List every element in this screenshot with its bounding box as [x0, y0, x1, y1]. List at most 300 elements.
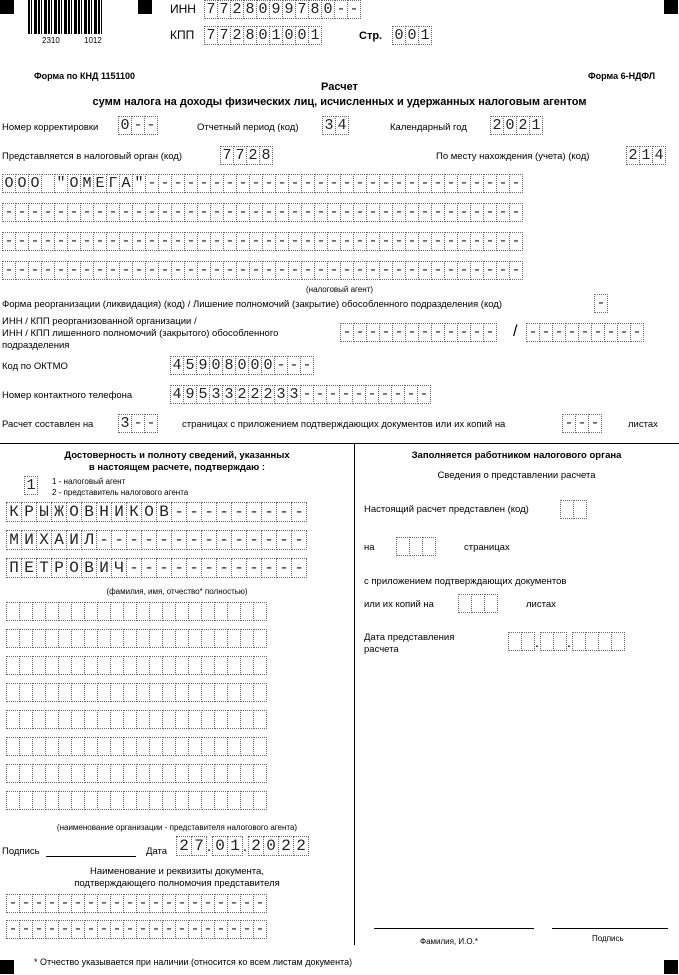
empty-cell[interactable]	[188, 656, 202, 675]
char-cell[interactable]: -	[249, 174, 263, 193]
char-cell[interactable]: "	[132, 174, 146, 193]
char-cell[interactable]: -	[276, 530, 292, 550]
empty-cell[interactable]	[19, 683, 33, 702]
empty-cell[interactable]	[32, 737, 46, 756]
char-cell[interactable]: -	[201, 502, 217, 522]
char-cell[interactable]: -	[365, 385, 379, 404]
char-cell[interactable]: 3	[322, 116, 336, 135]
empty-cell[interactable]	[573, 500, 587, 519]
char-cell[interactable]: Л	[81, 530, 97, 550]
org-row[interactable]	[6, 737, 266, 756]
char-cell[interactable]: 0	[282, 26, 296, 45]
empty-cell[interactable]	[97, 656, 111, 675]
char-cell[interactable]: -	[261, 558, 277, 578]
char-cell[interactable]: -	[223, 174, 237, 193]
empty-cell[interactable]	[110, 764, 124, 783]
char-cell[interactable]: -	[288, 203, 302, 222]
char-cell[interactable]: -	[405, 323, 419, 342]
empty-cell[interactable]	[45, 791, 59, 810]
char-cell[interactable]: 0	[256, 26, 270, 45]
char-cell[interactable]: 8	[222, 356, 236, 375]
empty-cell[interactable]	[110, 656, 124, 675]
char-cell[interactable]: -	[19, 920, 33, 939]
empty-cell[interactable]	[253, 629, 267, 648]
char-cell[interactable]: -	[392, 203, 406, 222]
tax-agent-row[interactable]	[2, 203, 522, 222]
char-cell[interactable]: -	[123, 920, 137, 939]
submitted-code-cells[interactable]	[560, 500, 586, 519]
empty-cell[interactable]	[19, 710, 33, 729]
char-cell[interactable]: -	[201, 894, 215, 913]
tax-agent-row[interactable]	[2, 261, 522, 280]
char-cell[interactable]: -	[126, 558, 142, 578]
char-cell[interactable]: -	[288, 232, 302, 251]
char-cell[interactable]: -	[6, 920, 20, 939]
empty-cell[interactable]	[162, 764, 176, 783]
empty-cell[interactable]	[58, 764, 72, 783]
empty-cell[interactable]	[58, 791, 72, 810]
char-cell[interactable]: К	[126, 502, 142, 522]
char-cell[interactable]: М	[6, 530, 22, 550]
char-cell[interactable]: -	[392, 232, 406, 251]
char-cell[interactable]: -	[314, 232, 328, 251]
char-cell[interactable]: 9	[269, 0, 283, 19]
char-cell[interactable]: -	[132, 261, 146, 280]
char-cell[interactable]: Е	[21, 558, 37, 578]
char-cell[interactable]: -	[353, 174, 367, 193]
empty-cell[interactable]	[253, 737, 267, 756]
period-cells[interactable]	[322, 116, 348, 135]
char-cell[interactable]: -	[111, 530, 127, 550]
char-cell[interactable]: -	[197, 232, 211, 251]
empty-cell[interactable]	[214, 656, 228, 675]
empty-cell[interactable]	[227, 683, 241, 702]
char-cell[interactable]: -	[119, 261, 133, 280]
empty-cell[interactable]	[188, 629, 202, 648]
char-cell[interactable]: -	[214, 920, 228, 939]
char-cell[interactable]: 2	[230, 26, 244, 45]
char-cell[interactable]: -	[314, 261, 328, 280]
empty-cell[interactable]	[58, 602, 72, 621]
char-cell[interactable]: -	[405, 232, 419, 251]
empty-cell[interactable]	[240, 656, 254, 675]
char-cell[interactable]: -	[470, 174, 484, 193]
empty-cell[interactable]	[149, 737, 163, 756]
tax-agent-row[interactable]	[2, 232, 522, 251]
char-cell[interactable]: -	[171, 530, 187, 550]
empty-cell[interactable]	[45, 764, 59, 783]
empty-cell[interactable]	[175, 629, 189, 648]
char-cell[interactable]: -	[509, 232, 523, 251]
empty-cell[interactable]	[175, 710, 189, 729]
char-cell[interactable]: -	[201, 558, 217, 578]
char-cell[interactable]: -	[84, 894, 98, 913]
year-cells[interactable]	[490, 116, 542, 135]
empty-cell[interactable]	[521, 632, 535, 651]
char-cell[interactable]: -	[236, 203, 250, 222]
empty-cell[interactable]	[123, 602, 137, 621]
char-cell[interactable]: -	[93, 203, 107, 222]
char-cell[interactable]: -	[253, 894, 267, 913]
char-cell[interactable]: -	[197, 261, 211, 280]
empty-cell[interactable]	[214, 791, 228, 810]
char-cell[interactable]: -	[314, 174, 328, 193]
char-cell[interactable]: И	[111, 502, 127, 522]
char-cell[interactable]: 9	[282, 0, 296, 19]
char-cell[interactable]: 1	[529, 116, 543, 135]
char-cell[interactable]: -	[171, 174, 185, 193]
char-cell[interactable]: 0	[503, 116, 517, 135]
signer-type-cell[interactable]	[24, 476, 37, 495]
empty-cell[interactable]	[123, 764, 137, 783]
empty-cell[interactable]	[149, 710, 163, 729]
empty-cell[interactable]	[162, 656, 176, 675]
char-cell[interactable]: 0	[209, 356, 223, 375]
char-cell[interactable]: 4	[335, 116, 349, 135]
char-cell[interactable]: -	[249, 232, 263, 251]
char-cell[interactable]: -	[106, 261, 120, 280]
oktmo-cells[interactable]	[170, 356, 313, 375]
char-cell[interactable]: -	[171, 502, 187, 522]
empty-cell[interactable]	[175, 791, 189, 810]
char-cell[interactable]: -	[216, 502, 232, 522]
empty-cell[interactable]	[560, 500, 574, 519]
empty-cell[interactable]	[188, 683, 202, 702]
char-cell[interactable]: -	[231, 530, 247, 550]
char-cell[interactable]: -	[96, 530, 112, 550]
char-cell[interactable]: -	[223, 232, 237, 251]
empty-cell[interactable]	[84, 791, 98, 810]
char-cell[interactable]: -	[210, 203, 224, 222]
empty-cell[interactable]	[45, 683, 59, 702]
submit-date-cells[interactable]	[508, 632, 624, 654]
char-cell[interactable]: -	[6, 894, 20, 913]
char-cell[interactable]: 9	[183, 385, 197, 404]
empty-cell[interactable]	[123, 710, 137, 729]
char-cell[interactable]: -	[141, 530, 157, 550]
char-cell[interactable]: -	[28, 232, 42, 251]
char-cell[interactable]: -	[379, 232, 393, 251]
empty-cell[interactable]	[162, 629, 176, 648]
char-cell[interactable]: -	[353, 261, 367, 280]
empty-cell[interactable]	[71, 656, 85, 675]
char-cell[interactable]: -	[526, 323, 540, 342]
date-cells[interactable]	[176, 836, 308, 858]
char-cell[interactable]: -	[392, 261, 406, 280]
char-cell[interactable]: -	[210, 174, 224, 193]
char-cell[interactable]: -	[340, 174, 354, 193]
char-cell[interactable]: -	[158, 261, 172, 280]
char-cell[interactable]: -	[366, 203, 380, 222]
char-cell[interactable]: -	[119, 203, 133, 222]
char-cell[interactable]: -	[287, 356, 301, 375]
empty-cell[interactable]	[253, 656, 267, 675]
char-cell[interactable]: -	[106, 203, 120, 222]
empty-cell[interactable]	[19, 764, 33, 783]
char-cell[interactable]: -	[240, 894, 254, 913]
empty-cell[interactable]	[175, 764, 189, 783]
char-cell[interactable]: Т	[36, 558, 52, 578]
empty-cell[interactable]	[6, 683, 20, 702]
char-cell[interactable]: -	[54, 261, 68, 280]
empty-cell[interactable]	[84, 602, 98, 621]
char-cell[interactable]: -	[418, 203, 432, 222]
char-cell[interactable]: -	[366, 323, 380, 342]
empty-cell[interactable]	[6, 737, 20, 756]
empty-cell[interactable]	[58, 683, 72, 702]
char-cell[interactable]: -	[274, 356, 288, 375]
char-cell[interactable]: О	[66, 558, 82, 578]
empty-cell[interactable]	[227, 629, 241, 648]
empty-cell[interactable]	[175, 683, 189, 702]
char-cell[interactable]: -	[327, 261, 341, 280]
char-cell[interactable]: -	[431, 174, 445, 193]
empty-cell[interactable]	[396, 537, 410, 556]
char-cell[interactable]: 3	[287, 385, 301, 404]
char-cell[interactable]: -	[483, 203, 497, 222]
char-cell[interactable]: -	[509, 261, 523, 280]
empty-cell[interactable]	[458, 594, 472, 613]
org-row[interactable]	[6, 791, 266, 810]
char-cell[interactable]: -	[444, 174, 458, 193]
empty-cell[interactable]	[240, 629, 254, 648]
char-cell[interactable]: -	[431, 203, 445, 222]
char-cell[interactable]: Ж	[51, 502, 67, 522]
char-cell[interactable]: -	[379, 261, 393, 280]
empty-cell[interactable]	[214, 683, 228, 702]
char-cell[interactable]: В	[156, 502, 172, 522]
char-cell[interactable]: -	[405, 261, 419, 280]
empty-cell[interactable]	[97, 791, 111, 810]
char-cell[interactable]: -	[158, 174, 172, 193]
empty-cell[interactable]	[149, 629, 163, 648]
empty-cell[interactable]	[71, 629, 85, 648]
char-cell[interactable]: -	[496, 203, 510, 222]
char-cell[interactable]: 0	[248, 356, 262, 375]
char-cell[interactable]: -	[275, 203, 289, 222]
char-cell[interactable]: 2	[230, 0, 244, 19]
empty-cell[interactable]	[84, 737, 98, 756]
char-cell[interactable]: -	[240, 920, 254, 939]
char-cell[interactable]: -	[288, 174, 302, 193]
empty-cell[interactable]	[227, 791, 241, 810]
empty-cell[interactable]	[422, 537, 436, 556]
empty-cell[interactable]	[45, 629, 59, 648]
char-cell[interactable]: -	[145, 174, 159, 193]
char-cell[interactable]: -	[496, 261, 510, 280]
char-cell[interactable]: 7	[204, 0, 218, 19]
char-cell[interactable]: 1	[308, 26, 322, 45]
char-cell[interactable]: 0	[212, 836, 228, 856]
char-cell[interactable]: -	[496, 174, 510, 193]
char-cell[interactable]: -	[470, 323, 484, 342]
char-cell[interactable]: 1	[418, 26, 432, 45]
char-cell[interactable]: -	[171, 203, 185, 222]
char-cell[interactable]: 7	[217, 0, 231, 19]
char-cell[interactable]: -	[32, 920, 46, 939]
empty-cell[interactable]	[19, 656, 33, 675]
char-cell[interactable]: -	[41, 261, 55, 280]
char-cell[interactable]: 7	[191, 836, 207, 856]
char-cell[interactable]: -	[327, 174, 341, 193]
char-cell[interactable]: -	[340, 261, 354, 280]
org-row[interactable]	[6, 764, 266, 783]
char-cell[interactable]: -	[340, 232, 354, 251]
char-cell[interactable]: -	[275, 261, 289, 280]
empty-cell[interactable]	[598, 632, 612, 651]
empty-cell[interactable]	[110, 683, 124, 702]
empty-cell[interactable]	[188, 602, 202, 621]
empty-cell[interactable]	[123, 656, 137, 675]
char-cell[interactable]: -	[262, 174, 276, 193]
char-cell[interactable]: -	[301, 261, 315, 280]
char-cell[interactable]: -	[216, 558, 232, 578]
char-cell[interactable]: 7	[204, 26, 218, 45]
char-cell[interactable]: -	[236, 174, 250, 193]
char-cell[interactable]: -	[67, 203, 81, 222]
char-cell[interactable]: -	[110, 894, 124, 913]
char-cell[interactable]: 0	[405, 26, 419, 45]
char-cell[interactable]: 2	[235, 385, 249, 404]
char-cell[interactable]: 8	[259, 146, 273, 165]
empty-cell[interactable]	[123, 737, 137, 756]
char-cell[interactable]: -	[106, 232, 120, 251]
tax-agent-row[interactable]	[2, 174, 522, 193]
empty-cell[interactable]	[214, 629, 228, 648]
char-cell[interactable]: -	[470, 232, 484, 251]
char-cell[interactable]: -	[391, 385, 405, 404]
char-cell[interactable]: 1	[269, 26, 283, 45]
empty-cell[interactable]	[175, 737, 189, 756]
char-cell[interactable]: К	[6, 502, 22, 522]
char-cell[interactable]: -	[470, 203, 484, 222]
char-cell[interactable]: -	[223, 203, 237, 222]
char-cell[interactable]: -	[444, 203, 458, 222]
char-cell[interactable]: -	[339, 385, 353, 404]
char-cell[interactable]: О	[28, 174, 42, 193]
reorg-cells[interactable]	[594, 294, 607, 313]
char-cell[interactable]: -	[67, 261, 81, 280]
char-cell[interactable]: -	[444, 232, 458, 251]
char-cell[interactable]: -	[58, 920, 72, 939]
empty-cell[interactable]	[611, 632, 625, 651]
empty-cell[interactable]	[214, 737, 228, 756]
signer-name-row[interactable]	[6, 502, 306, 522]
empty-cell[interactable]	[201, 602, 215, 621]
char-cell[interactable]: 3	[209, 385, 223, 404]
char-cell[interactable]: -	[262, 232, 276, 251]
empty-cell[interactable]	[110, 602, 124, 621]
char-cell[interactable]: 0	[295, 26, 309, 45]
char-cell[interactable]: -	[184, 261, 198, 280]
char-cell[interactable]: -	[417, 385, 431, 404]
char-cell[interactable]: 3	[274, 385, 288, 404]
empty-cell[interactable]	[123, 629, 137, 648]
char-cell[interactable]: -	[261, 530, 277, 550]
char-cell[interactable]: -	[327, 232, 341, 251]
empty-cell[interactable]	[484, 594, 498, 613]
empty-cell[interactable]	[240, 710, 254, 729]
char-cell[interactable]: -	[300, 356, 314, 375]
char-cell[interactable]: -	[457, 232, 471, 251]
char-cell[interactable]: 7	[220, 146, 234, 165]
empty-cell[interactable]	[136, 791, 150, 810]
empty-cell[interactable]	[201, 737, 215, 756]
char-cell[interactable]: 2	[278, 836, 294, 856]
char-cell[interactable]: -	[253, 920, 267, 939]
char-cell[interactable]: -	[347, 0, 361, 19]
char-cell[interactable]: М	[80, 174, 94, 193]
char-cell[interactable]: 2	[261, 385, 275, 404]
char-cell[interactable]: -	[340, 203, 354, 222]
char-cell[interactable]: В	[81, 502, 97, 522]
char-cell[interactable]: -	[276, 502, 292, 522]
char-cell[interactable]: -	[45, 920, 59, 939]
empty-cell[interactable]	[201, 683, 215, 702]
char-cell[interactable]: -	[457, 174, 471, 193]
char-cell[interactable]: -	[366, 232, 380, 251]
char-cell[interactable]: 2	[626, 146, 640, 165]
right-signature-line[interactable]	[552, 928, 668, 929]
empty-cell[interactable]	[110, 737, 124, 756]
char-cell[interactable]: -	[418, 232, 432, 251]
char-cell[interactable]: 0	[235, 356, 249, 375]
empty-cell[interactable]	[84, 764, 98, 783]
char-cell[interactable]: -	[149, 894, 163, 913]
char-cell[interactable]: 3	[118, 414, 132, 433]
char-cell[interactable]: -	[588, 414, 602, 433]
char-cell[interactable]: А	[119, 174, 133, 193]
char-cell[interactable]: Ы	[36, 502, 52, 522]
char-cell[interactable]: -	[301, 232, 315, 251]
empty-cell[interactable]	[84, 683, 98, 702]
empty-cell[interactable]	[6, 629, 20, 648]
empty-cell[interactable]	[508, 632, 522, 651]
char-cell[interactable]: -	[97, 920, 111, 939]
empty-cell[interactable]	[253, 710, 267, 729]
empty-cell[interactable]	[227, 764, 241, 783]
right-pages-cells[interactable]	[396, 537, 435, 556]
empty-cell[interactable]	[253, 683, 267, 702]
empty-cell[interactable]	[58, 656, 72, 675]
sheets-cells[interactable]	[562, 414, 601, 433]
empty-cell[interactable]	[58, 710, 72, 729]
char-cell[interactable]: -	[457, 203, 471, 222]
char-cell[interactable]: О	[2, 174, 16, 193]
char-cell[interactable]: -	[45, 894, 59, 913]
char-cell[interactable]: -	[378, 385, 392, 404]
char-cell[interactable]: -	[340, 323, 354, 342]
char-cell[interactable]: -	[326, 385, 340, 404]
char-cell[interactable]: -	[171, 232, 185, 251]
org-row[interactable]	[6, 656, 266, 675]
empty-cell[interactable]	[162, 602, 176, 621]
char-cell[interactable]: -	[418, 174, 432, 193]
char-cell[interactable]: -	[431, 323, 445, 342]
empty-cell[interactable]	[201, 629, 215, 648]
char-cell[interactable]: 0	[392, 26, 406, 45]
char-cell[interactable]: -	[630, 323, 644, 342]
char-cell[interactable]: -	[594, 294, 608, 313]
empty-cell[interactable]	[149, 791, 163, 810]
char-cell[interactable]: 2	[490, 116, 504, 135]
reorg-kpp-cells[interactable]	[526, 323, 643, 342]
char-cell[interactable]: -	[136, 894, 150, 913]
char-cell[interactable]: 1	[24, 476, 38, 495]
empty-cell[interactable]	[214, 764, 228, 783]
char-cell[interactable]: -	[119, 232, 133, 251]
char-cell[interactable]: И	[66, 530, 82, 550]
